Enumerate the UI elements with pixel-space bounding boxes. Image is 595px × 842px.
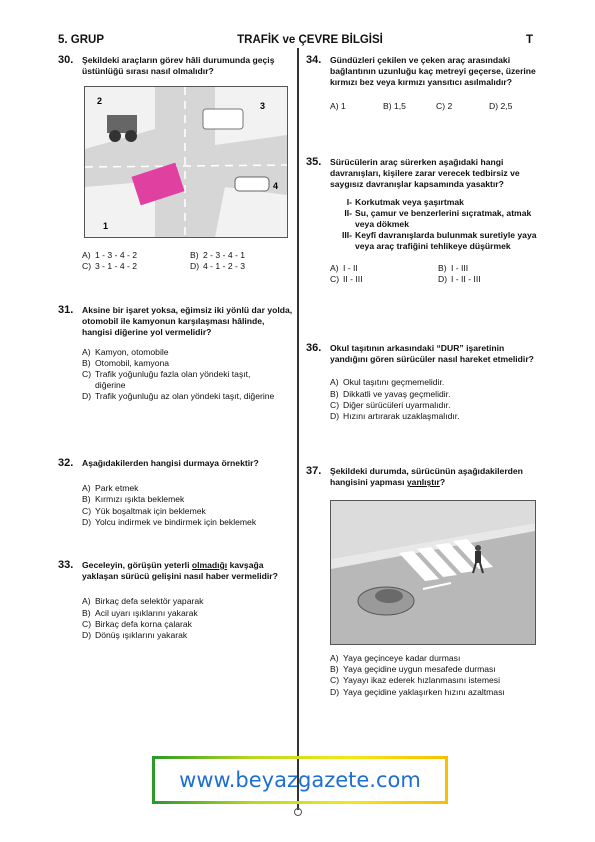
crosswalk-figure — [330, 500, 536, 645]
option-b[interactable]: B) I - III — [438, 262, 469, 273]
question-number: 33. — [58, 559, 74, 571]
intersection-figure — [84, 86, 288, 238]
option-b[interactable]: B) Yaya geçidine uygun mesafede durması — [330, 664, 496, 675]
option-c[interactable]: C) II - III — [330, 273, 363, 284]
question-30-options — [58, 250, 290, 272]
question-number: 32. — [58, 457, 74, 469]
option-d[interactable]: D) Hızını artırarak uzaklaşmalıdır. — [330, 411, 460, 422]
statement-2: II- Su, çamur ve benzerlerini sıçratmak, atmak veya dökmek — [344, 207, 532, 230]
question-37-options — [306, 653, 542, 698]
figure-label-1: 1 — [103, 221, 109, 231]
question-text: Şekildeki durumda, sürücünün aşağıdakilerden hangisini yapması yanlıştır? — [330, 466, 523, 488]
question-number: 31. — [58, 304, 74, 316]
question-number: 37. — [306, 465, 322, 477]
question-text: Okul taşıtının arkasındaki “DUR” işaretinin yandığını gören sürücüler nasıl hareket etmelidir? — [330, 343, 534, 365]
question-number: 34. — [306, 54, 322, 66]
booklet-type: T — [526, 34, 534, 46]
question-33 — [58, 560, 294, 641]
question-text: Aksine bir işaret yoksa, eğimsiz iki yönlü dar yolda, otomobil ile kamyonun karşılaşması hâlinde, hangisi diğerine yol vermelidir? — [82, 305, 293, 338]
option-d[interactable]: D) 2,5 — [489, 100, 513, 111]
option-c[interactable]: C) Diğer sürücüleri uyarmalıdır. — [330, 399, 451, 410]
statement-list — [330, 197, 542, 253]
option-d[interactable]: D) Yaya geçidine yaklaşırken hızını azaltması — [330, 686, 505, 697]
option-a[interactable]: A) Yaya geçinceye kadar durması — [330, 653, 461, 663]
option-b[interactable]: B) 2 - 3 - 4 - 1 — [190, 250, 246, 260]
option-a[interactable]: A) Okul taşıtını geçmemelidir. — [330, 377, 445, 388]
option-b[interactable]: B) 1,5 — [383, 100, 406, 111]
option-d[interactable]: D) Dönüş ışıklarını yakarak — [82, 630, 188, 641]
police-car-icon — [235, 177, 269, 191]
question-text: Geceleyin, görüşün yeterli olmadığı kavşağa yaklaşan sürücü gelişini nasıl haber vermelidir? — [82, 560, 278, 582]
option-b[interactable]: B) Otomobil, kamyona — [82, 357, 170, 368]
option-a[interactable]: A) Kamyon, otomobile — [82, 346, 169, 357]
page-title: TRAFİK ve ÇEVRE BİLGİSİ — [237, 34, 383, 46]
question-34 — [306, 55, 542, 112]
question-36 — [306, 343, 542, 422]
column-divider — [297, 48, 299, 810]
question-35 — [306, 157, 542, 285]
crosswalk-illustration — [331, 501, 535, 644]
option-c[interactable]: C) 2 — [436, 100, 453, 111]
question-text: Gündüzleri çekilen ve çeken araç arasındaki bağlantının uzunluğu kaç metreyi geçerse, üzerine kırmızı bez veya kırmızı yansıtıcı asılmalıdır? — [330, 55, 536, 88]
option-a[interactable]: A) I - II — [330, 262, 358, 273]
question-number: 36. — [306, 342, 322, 354]
figure-label-2: 2 — [97, 96, 103, 106]
intersection-illustration — [85, 87, 287, 237]
question-30 — [58, 55, 290, 77]
group-label: 5. GRUP — [58, 34, 105, 46]
question-text: Şekildeki araçların görev hâli durumunda geçiş üstünlüğü sırası nasıl olmalıdır? — [82, 55, 275, 77]
option-c[interactable]: C) 3 - 1 - 4 - 2 — [82, 261, 138, 272]
option-a[interactable]: A) Park etmek — [82, 483, 139, 494]
question-text: Sürücülerin araç sürerken aşağıdaki hangi davranışları, kişilere zarar verecek tedbirsiz ve saygısız davranışlar kapsamında yasaktır? — [330, 157, 520, 190]
question-number: 35. — [306, 156, 322, 168]
figure-label-4: 4 — [273, 181, 279, 191]
option-d[interactable]: D) Yolcu indirmek ve bindirmek için beklemek — [82, 516, 257, 527]
website-link[interactable]: www.beyazgazete.com — [152, 756, 448, 804]
question-32 — [58, 458, 294, 528]
option-b[interactable]: B) Acil uyarı ışıklarını yakarak — [82, 607, 198, 618]
option-d[interactable]: D) Trafik yoğunluğu az olan yöndeki taşıt, diğerine — [82, 391, 275, 402]
question-text: Aşağıdakilerden hangisi durmaya örnektir? — [82, 458, 259, 468]
option-d[interactable]: D) 4 - 1 - 2 - 3 — [190, 261, 246, 272]
statement-1: I- Korkutmak veya şaşırtmak — [346, 196, 464, 207]
statement-3: III- Keyfî davranışlarda bulunmak suretiyle yaya veya araç trafiğini tehlikeye düşürmek — [341, 230, 537, 252]
option-a[interactable]: A) 1 - 3 - 4 - 2 — [82, 250, 138, 260]
option-b[interactable]: B) Dikkatli ve yavaş geçmelidir. — [330, 388, 451, 399]
option-b[interactable]: B) Kırmızı ışıkta beklemek — [82, 494, 185, 505]
option-c[interactable]: C) Birkaç defa korna çalarak — [82, 618, 192, 629]
car-icon — [358, 587, 414, 615]
figure-label-3: 3 — [260, 101, 266, 111]
option-a[interactable]: A) 1 — [330, 100, 346, 111]
option-a[interactable]: A) Birkaç defa selektör yaparak — [82, 596, 204, 607]
option-c[interactable]: C) Yayayı ikaz ederek hızlanmasını istemesi — [330, 675, 500, 686]
option-c[interactable]: C) Trafik yoğunluğu fazla olan yöndeki taşıt, diğerine — [82, 369, 251, 391]
question-number: 30. — [58, 54, 74, 66]
divider-end-dot — [294, 808, 302, 816]
ambulance-icon — [203, 109, 243, 129]
question-37 — [306, 466, 542, 488]
question-31 — [58, 305, 294, 403]
option-c[interactable]: C) Yük boşaltmak için beklemek — [82, 505, 206, 516]
option-d[interactable]: D) I - II - III — [438, 273, 481, 284]
